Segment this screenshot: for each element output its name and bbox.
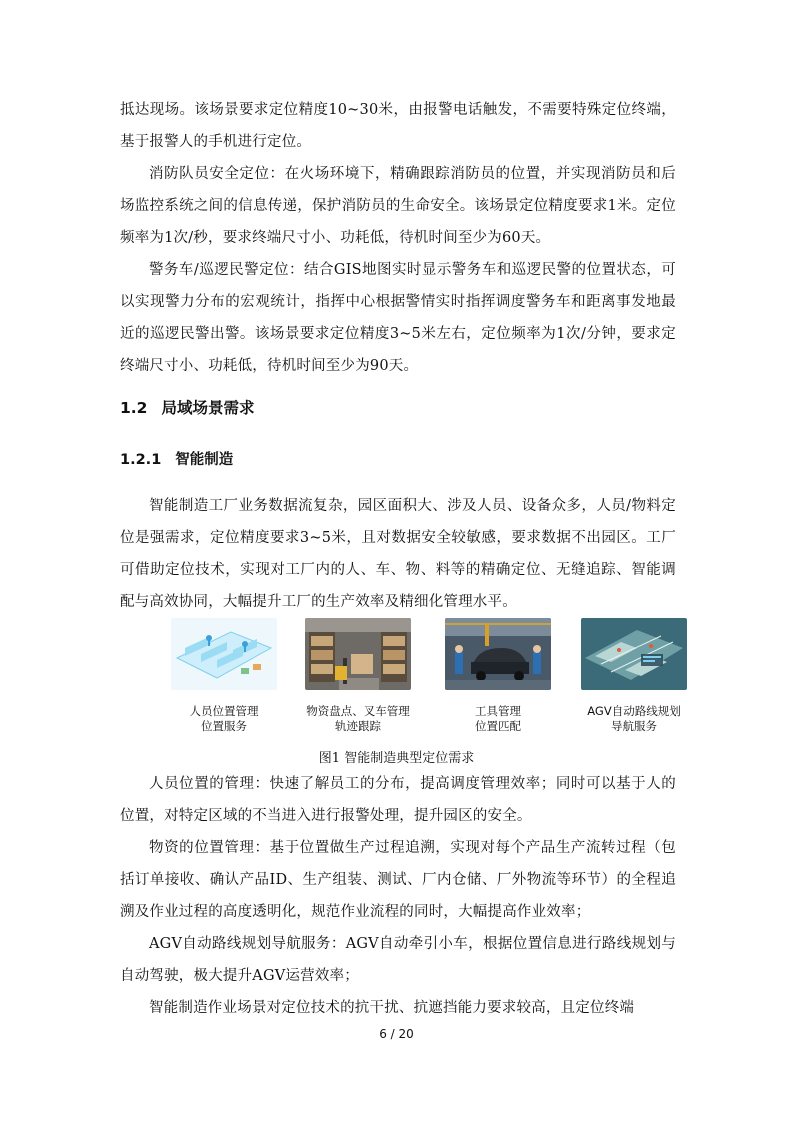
figure-caption-materials: 物资盘点、叉车管理 轨迹跟踪 — [306, 704, 410, 733]
figure-title: 图1 智能制造典型定位需求 — [318, 751, 475, 766]
paragraph-anti-interference: 智能制造作业场景对定位技术的抗干扰、抗遮挡能力要求较高，且定位终端 — [149, 1000, 635, 1016]
paragraph-police-location: 警务车/巡逻民警定位：结合GIS地图实时显示警务车和巡逻民警的位置状态，可以实现警力分布的宏观统计，指挥中心根据警情实时指挥调度警务车和距离事发地最近的巡逻民警出警。该场景要求定位精度3~5米左右，定位频率为1次/分钟，要求定终端尺寸小、功耗低，待机时间至少为90天。 — [120, 262, 676, 374]
paragraph-firefighter-location: 消防队员安全定位：在火场环境下，精确跟踪消防员的位置，并实现消防员和后场监控系统之间的信息传递，保护消防员的生命安全。该场景定位精度要求1米。定位频率为1次/秒，要求终端尺寸小、功耗低，待机时间至少为60天。 — [120, 166, 676, 246]
figure-item-tools — [442, 618, 554, 734]
section-heading — [120, 396, 254, 418]
paragraph-material-management: 物资的位置管理：基于位置做生产过程追溯，实现对每个产品生产流转过程（包括订单接收、确认产品ID、生产组装、测试、厂内仓储、厂外物流等环节）的全程追溯及作业过程的高度透明化，规范作业流程的同时，大幅提高作业效率； — [120, 840, 676, 920]
top-text-block — [120, 94, 676, 382]
figure-caption-agv: AGV自动路线规划 导航服务 — [587, 704, 681, 733]
subsection-title: 智能制造 — [175, 452, 234, 468]
paragraph-smart-manufacturing: 智能制造工厂业务数据流复杂，园区面积大、涉及人员、设备众多，人员/物料定位是强需求，定位精度要求3~5米，且对数据安全较敏感，要求数据不出园区。工厂可借助定位技术，实现对工厂内的人、车、物、料等的精确定位、无缝追踪、智能调配与高效协同，大幅提升工厂的生产效率及精细化管理水平。 — [120, 498, 676, 610]
factory-car-assembly-image — [445, 618, 551, 690]
paragraph-personnel-management: 人员位置的管理：快速了解员工的分布，提高调度管理效率；同时可以基于人的位置，对特定区域的不当进入进行报警处理，提升园区的安全。 — [120, 776, 676, 824]
section-number: 1.2 — [120, 399, 148, 417]
intro-text-block — [120, 490, 676, 618]
figure-item-personnel — [168, 618, 280, 734]
subsection-heading — [120, 448, 233, 469]
bottom-text-block — [120, 768, 676, 1024]
paragraph-alarm-location: 抵达现场。该场景要求定位精度10~30米，由报警电话触发，不需要特殊定位终端，基于报警人的手机进行定位。 — [120, 102, 676, 150]
agv-navigation-map-image — [581, 618, 687, 690]
forklift-warehouse-image — [305, 618, 411, 690]
section-title: 局域场景需求 — [161, 399, 255, 417]
figure-item-agv — [578, 618, 690, 734]
figure-item-materials — [302, 618, 414, 734]
figure-caption-personnel: 人员位置管理 位置服务 — [189, 704, 259, 733]
subsection-number: 1.2.1 — [120, 452, 162, 468]
warehouse-layout-image — [171, 618, 277, 690]
figure-smart-manufacturing — [160, 618, 705, 738]
figure-caption-tools: 工具管理 位置匹配 — [475, 704, 521, 733]
page-number: 6 / 20 — [379, 1027, 414, 1041]
paragraph-agv-navigation: AGV自动路线规划导航服务：AGV自动牵引小车，根据位置信息进行路线规划与自动驾驶，极大提升AGV运营效率； — [120, 936, 676, 984]
